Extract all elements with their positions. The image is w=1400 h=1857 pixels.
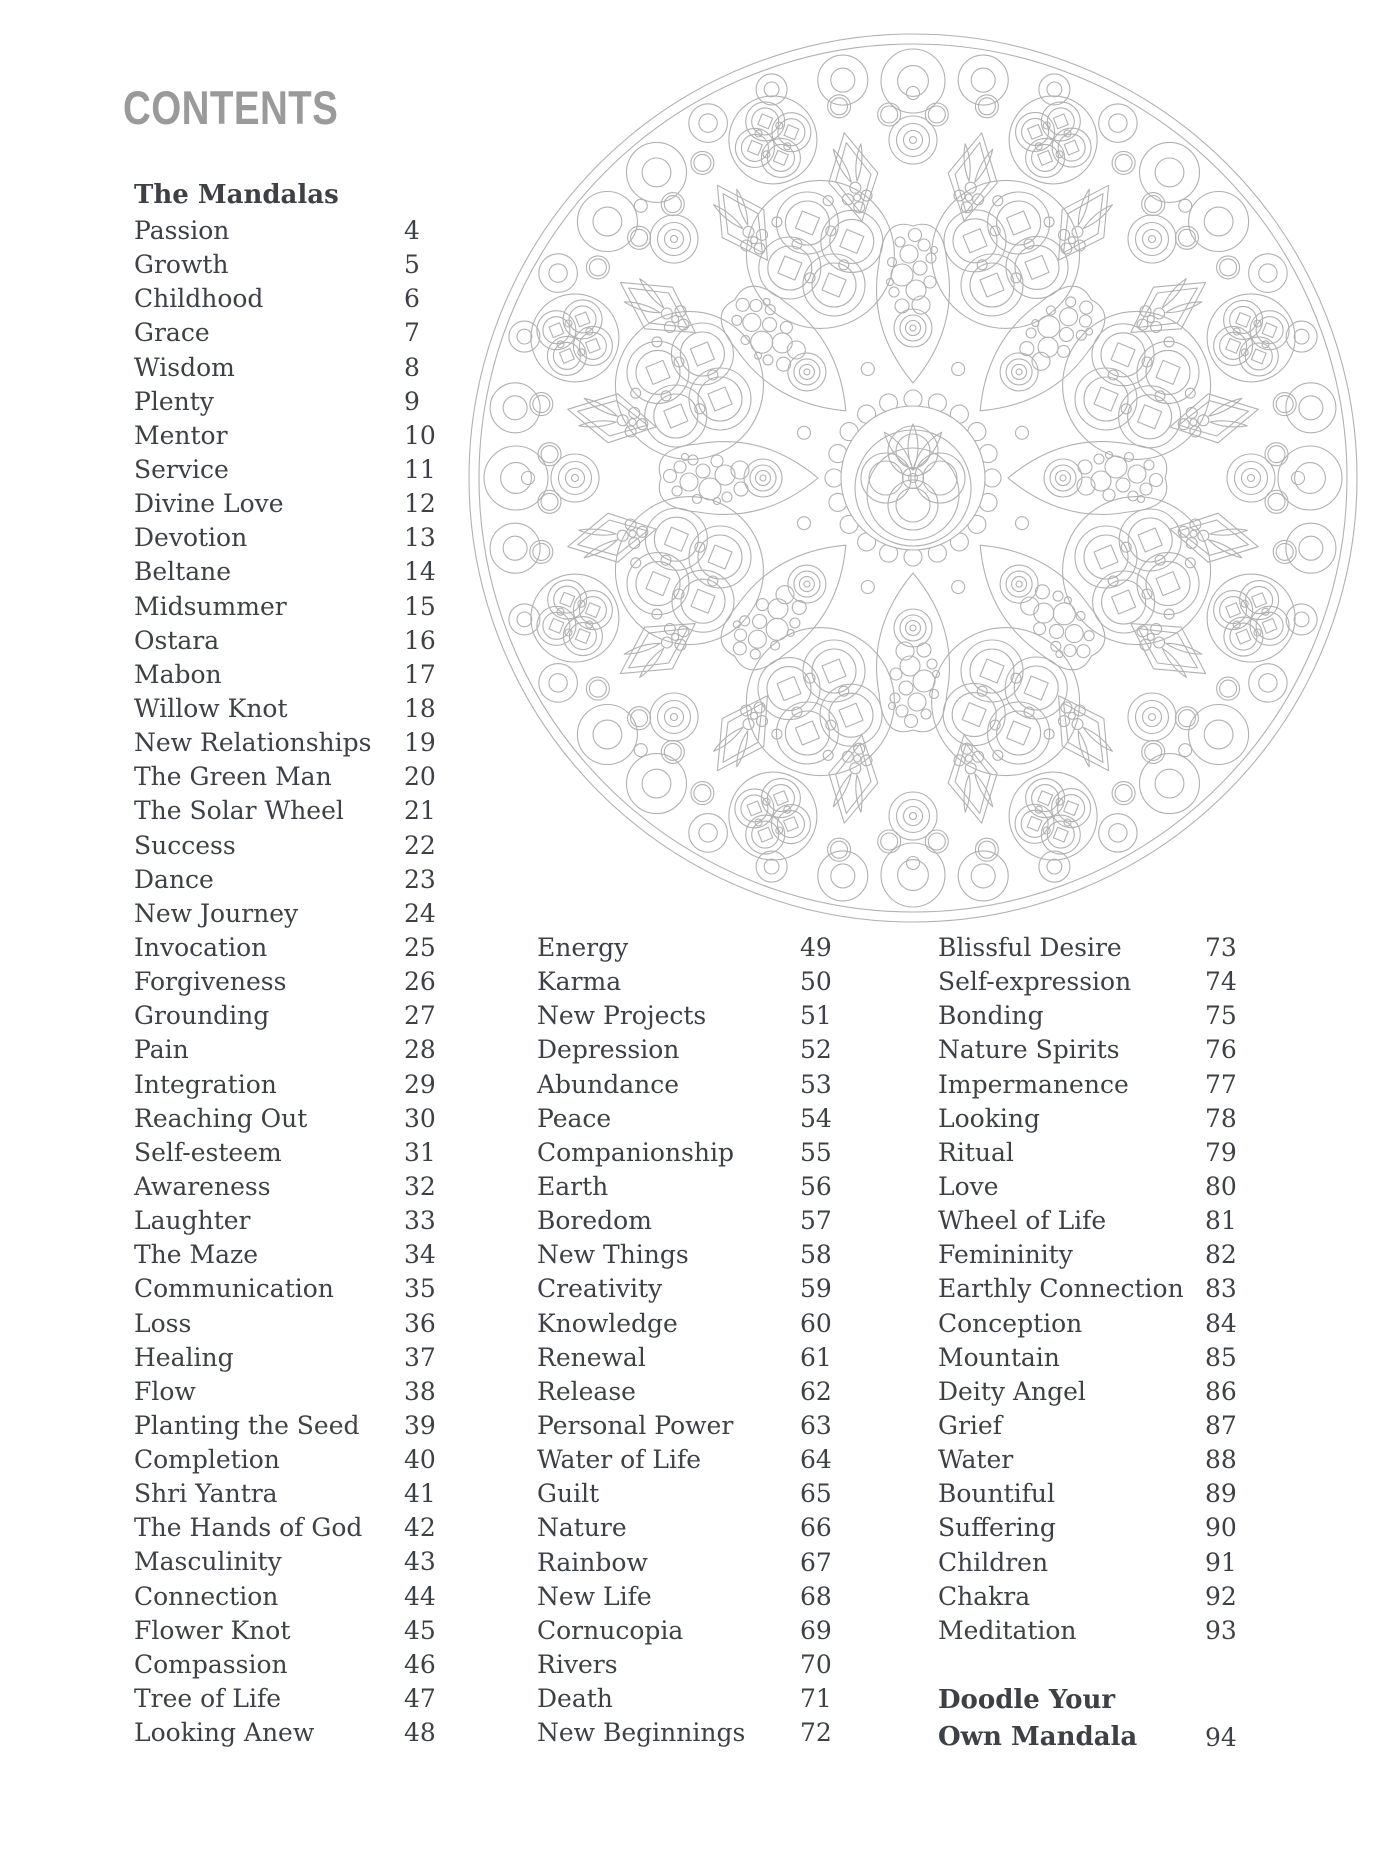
toc-entry bbox=[134, 999, 474, 1033]
toc-entry-page: 16 bbox=[404, 625, 436, 655]
toc-entry-page: 43 bbox=[404, 1547, 436, 1577]
toc-entry-label: Femininity bbox=[938, 1240, 1073, 1270]
toc-entry-label: Chakra bbox=[938, 1581, 1031, 1611]
toc-entry bbox=[938, 931, 1278, 965]
toc-column-1 bbox=[134, 214, 474, 1750]
toc-entry-page: 73 bbox=[1205, 933, 1237, 962]
toc-entry bbox=[537, 965, 867, 999]
toc-entry bbox=[134, 1682, 474, 1716]
toc-entry-page: 79 bbox=[1205, 1137, 1237, 1167]
toc-entry-label: Rainbow bbox=[537, 1547, 648, 1577]
toc-entry-label: Invocation bbox=[134, 932, 268, 962]
toc-entry bbox=[134, 214, 474, 248]
toc-entry-page: 63 bbox=[800, 1410, 832, 1440]
toc-entry bbox=[134, 1409, 474, 1443]
toc-entry-page: 93 bbox=[1205, 1615, 1237, 1645]
toc-entry bbox=[938, 1409, 1278, 1443]
toc-entry bbox=[134, 555, 474, 589]
toc-entry bbox=[134, 1341, 474, 1375]
toc-entry-page: 5 bbox=[404, 250, 420, 280]
toc-entry-page: 70 bbox=[800, 1649, 832, 1679]
toc-entry-label: Personal Power bbox=[537, 1410, 734, 1440]
toc-entry bbox=[537, 1648, 867, 1682]
toc-entry-label: Devotion bbox=[134, 523, 248, 553]
toc-entry-page: 6 bbox=[404, 284, 420, 314]
toc-entry-label: Peace bbox=[537, 1103, 612, 1133]
toc-entry bbox=[938, 1204, 1278, 1238]
toc-entry bbox=[134, 1716, 474, 1750]
toc-entry-page: 39 bbox=[404, 1410, 436, 1440]
toc-entry-page: 46 bbox=[404, 1649, 436, 1679]
toc-entry bbox=[537, 1716, 867, 1750]
section-heading: The Mandalas bbox=[134, 180, 339, 210]
toc-entry-label: Love bbox=[938, 1171, 999, 1201]
toc-entry-page: 20 bbox=[404, 762, 436, 792]
toc-entry-label: New Beginnings bbox=[537, 1718, 746, 1748]
toc-entry-page: 8 bbox=[404, 352, 420, 382]
toc-entry-page: 32 bbox=[404, 1171, 436, 1201]
toc-entry bbox=[938, 1443, 1278, 1477]
toc-entry bbox=[938, 1580, 1278, 1614]
toc-entry bbox=[537, 1477, 867, 1511]
toc-entry-label: Knowledge bbox=[537, 1308, 678, 1338]
toc-entry-page: 86 bbox=[1205, 1376, 1237, 1406]
toc-entry-label: Impermanence bbox=[938, 1069, 1129, 1099]
toc-entry-page: 64 bbox=[800, 1445, 832, 1475]
toc-entry-page: 24 bbox=[404, 898, 436, 928]
toc-entry-label: Healing bbox=[134, 1342, 234, 1372]
toc-entry-label: Service bbox=[134, 454, 229, 484]
toc-entry-label: Plenty bbox=[134, 386, 214, 416]
toc-entry bbox=[134, 1068, 474, 1102]
toc-entry bbox=[938, 1341, 1278, 1375]
toc-entry-label: Connection bbox=[134, 1581, 279, 1611]
toc-entry bbox=[537, 1204, 867, 1238]
toc-entry-page: 41 bbox=[404, 1479, 436, 1509]
toc-entry-label: Blissful Desire bbox=[938, 933, 1122, 962]
toc-entry bbox=[537, 1614, 867, 1648]
toc-entry bbox=[134, 624, 474, 658]
toc-entry-page: 28 bbox=[404, 1035, 436, 1065]
toc-entry-label: Planting the Seed bbox=[134, 1410, 360, 1440]
toc-entry-label: Ostara bbox=[134, 625, 220, 655]
toc-entry bbox=[134, 1033, 474, 1067]
toc-entry-label: Midsummer bbox=[134, 591, 287, 621]
toc-entry-page: 44 bbox=[404, 1581, 436, 1611]
toc-entry-label: Flower Knot bbox=[134, 1615, 291, 1645]
toc-entry-page: 33 bbox=[404, 1206, 436, 1236]
toc-entry bbox=[938, 1033, 1278, 1067]
toc-entry-page: 48 bbox=[404, 1718, 436, 1748]
toc-entry-label: Wisdom bbox=[134, 352, 235, 382]
toc-entry-page: 91 bbox=[1205, 1547, 1237, 1577]
toc-entry-page: 71 bbox=[800, 1684, 832, 1714]
toc-entry-label: Karma bbox=[537, 967, 622, 997]
toc-entry bbox=[938, 1375, 1278, 1409]
toc-entry-page: 87 bbox=[1205, 1410, 1237, 1440]
toc-entry bbox=[537, 931, 867, 965]
toc-entry-page: 29 bbox=[404, 1069, 436, 1099]
toc-entry-label: Creativity bbox=[537, 1274, 663, 1304]
toc-entry-page: 19 bbox=[404, 728, 436, 758]
toc-entry bbox=[134, 863, 474, 897]
toc-entry-page: 82 bbox=[1205, 1240, 1237, 1270]
toc-entry-label: Grief bbox=[938, 1410, 1002, 1440]
toc-entry bbox=[134, 1443, 474, 1477]
toc-entry-label: Wheel of Life bbox=[938, 1206, 1107, 1236]
toc-entry bbox=[537, 1068, 867, 1102]
toc-entry-label: Depression bbox=[537, 1035, 680, 1065]
toc-entry-page: 23 bbox=[404, 864, 436, 894]
toc-entry bbox=[938, 1614, 1278, 1648]
toc-entry-label: Rivers bbox=[537, 1649, 618, 1679]
toc-entry bbox=[134, 658, 474, 692]
toc-entry-label: Mountain bbox=[938, 1342, 1060, 1372]
toc-entry-page: 35 bbox=[404, 1274, 436, 1304]
toc-entry-page: 83 bbox=[1205, 1274, 1237, 1304]
toc-entry-page: 81 bbox=[1205, 1206, 1237, 1236]
toc-entry bbox=[537, 1511, 867, 1545]
toc-entry-label: Growth bbox=[134, 250, 229, 280]
toc-entry-label: Ritual bbox=[938, 1137, 1014, 1167]
toc-entry-label: The Hands of God bbox=[134, 1513, 363, 1543]
toc-entry-page: 17 bbox=[404, 659, 436, 689]
toc-entry-page: 21 bbox=[404, 796, 436, 826]
toc-entry bbox=[537, 1682, 867, 1716]
toc-entry-page: 66 bbox=[800, 1513, 832, 1543]
toc-entry-page: 31 bbox=[404, 1137, 436, 1167]
toc-entry-page: 68 bbox=[800, 1581, 832, 1611]
toc-entry-page: 30 bbox=[404, 1103, 436, 1133]
toc-entry-label: Reaching Out bbox=[134, 1103, 308, 1133]
toc-entry-page: 50 bbox=[800, 967, 832, 997]
toc-entry-page: 58 bbox=[800, 1240, 832, 1270]
toc-entry-page: 7 bbox=[404, 318, 420, 348]
toc-entry bbox=[134, 794, 474, 828]
toc-entry-label: The Green Man bbox=[134, 762, 332, 792]
toc-entry bbox=[938, 1102, 1278, 1136]
toc-entry bbox=[134, 1477, 474, 1511]
toc-entry-page: 9 bbox=[404, 386, 420, 416]
toc-entry-label: Forgiveness bbox=[134, 967, 287, 997]
toc-entry-page: 77 bbox=[1205, 1069, 1237, 1099]
toc-entry-page: 47 bbox=[404, 1684, 436, 1714]
page-title: CONTENTS bbox=[123, 81, 339, 134]
toc-entry-label: Companionship bbox=[537, 1137, 734, 1167]
toc-entry bbox=[938, 1238, 1278, 1272]
toc-entry-label: Water of Life bbox=[537, 1445, 702, 1475]
toc-entry-label: Mentor bbox=[134, 420, 228, 450]
toc-entry bbox=[134, 965, 474, 999]
toc-entry-label: Abundance bbox=[537, 1069, 680, 1099]
toc-entry bbox=[134, 590, 474, 624]
toc-entry bbox=[938, 1136, 1278, 1170]
toc-entry-label: Boredom bbox=[537, 1206, 652, 1236]
toc-entry bbox=[134, 351, 474, 385]
toc-entry-label: Renewal bbox=[537, 1342, 646, 1372]
toc-entry-page: 62 bbox=[800, 1376, 832, 1406]
toc-entry bbox=[134, 1136, 474, 1170]
closing-entry-label bbox=[938, 1682, 1205, 1756]
toc-entry bbox=[537, 1272, 867, 1306]
toc-entry bbox=[537, 1170, 867, 1204]
toc-entry-label: Dance bbox=[134, 864, 214, 894]
toc-entry bbox=[134, 1307, 474, 1341]
toc-entry-page: 52 bbox=[800, 1035, 832, 1065]
toc-entry-label: Beltane bbox=[134, 557, 232, 587]
toc-entry-label: The Solar Wheel bbox=[134, 796, 344, 826]
toc-entry bbox=[134, 1648, 474, 1682]
toc-entry-page: 45 bbox=[404, 1615, 436, 1645]
toc-entry-page: 89 bbox=[1205, 1479, 1237, 1509]
toc-entry-label: New Journey bbox=[134, 898, 299, 928]
toc-entry bbox=[537, 1546, 867, 1580]
toc-entry-page: 75 bbox=[1205, 1001, 1237, 1031]
toc-entry bbox=[134, 282, 474, 316]
toc-entry-page: 67 bbox=[800, 1547, 832, 1577]
toc-entry-page: 65 bbox=[800, 1479, 832, 1509]
toc-entry-page: 22 bbox=[404, 830, 436, 860]
toc-entry-label: Nature bbox=[537, 1513, 627, 1543]
toc-entry-label: Childhood bbox=[134, 284, 264, 314]
toc-entry bbox=[537, 1238, 867, 1272]
toc-entry-label: Tree of Life bbox=[134, 1684, 282, 1714]
toc-entry-page: 56 bbox=[800, 1171, 832, 1201]
toc-entry-page: 53 bbox=[800, 1069, 832, 1099]
toc-entry-label: New Things bbox=[537, 1240, 689, 1270]
toc-entry bbox=[134, 931, 474, 965]
toc-entry-label: Self-esteem bbox=[134, 1137, 282, 1167]
toc-entry bbox=[134, 316, 474, 350]
toc-entry-label: Willow Knot bbox=[134, 693, 288, 723]
toc-entry-page: 69 bbox=[800, 1615, 832, 1645]
toc-entry-label: Compassion bbox=[134, 1649, 288, 1679]
toc-entry-page: 88 bbox=[1205, 1445, 1237, 1475]
toc-entry-label: Release bbox=[537, 1376, 636, 1406]
toc-entry-label: Divine Love bbox=[134, 489, 284, 519]
toc-entry bbox=[537, 1033, 867, 1067]
toc-entry-page: 92 bbox=[1205, 1581, 1237, 1611]
toc-entry-label: Flow bbox=[134, 1376, 196, 1406]
toc-entry-page: 27 bbox=[404, 1001, 436, 1031]
toc-entry bbox=[134, 897, 474, 931]
toc-entry-label: Energy bbox=[537, 933, 629, 962]
toc-entry-label: Cornucopia bbox=[537, 1615, 684, 1645]
toc-entry-label: Earth bbox=[537, 1171, 609, 1201]
toc-entry bbox=[537, 1307, 867, 1341]
toc-entry bbox=[134, 726, 474, 760]
toc-entry bbox=[134, 1238, 474, 1272]
toc-entry-page: 85 bbox=[1205, 1342, 1237, 1372]
toc-entry-page: 10 bbox=[404, 420, 436, 450]
toc-entry-page: 12 bbox=[404, 489, 436, 519]
toc-entry-page: 42 bbox=[404, 1513, 436, 1543]
toc-entry bbox=[134, 1614, 474, 1648]
toc-entry bbox=[134, 1102, 474, 1136]
toc-entry-label: Passion bbox=[134, 216, 230, 245]
toc-entry bbox=[938, 1511, 1278, 1545]
toc-entry-page: 61 bbox=[800, 1342, 832, 1372]
toc-entry-label: Earthly Connection bbox=[938, 1274, 1184, 1304]
toc-entry-label: The Maze bbox=[134, 1240, 258, 1270]
toc-entry-label: Pain bbox=[134, 1035, 189, 1065]
toc-entry-page: 54 bbox=[800, 1103, 832, 1133]
toc-entry bbox=[938, 1546, 1278, 1580]
toc-entry-page: 60 bbox=[800, 1308, 832, 1338]
toc-entry bbox=[537, 999, 867, 1033]
toc-entry-page: 80 bbox=[1205, 1171, 1237, 1201]
toc-entry bbox=[134, 1170, 474, 1204]
toc-entry bbox=[134, 487, 474, 521]
toc-entry-label: Self-expression bbox=[938, 967, 1132, 997]
toc-entry bbox=[537, 1409, 867, 1443]
toc-entry-label: Communication bbox=[134, 1274, 334, 1304]
toc-entry-label: Success bbox=[134, 830, 236, 860]
toc-entry bbox=[537, 1443, 867, 1477]
toc-entry bbox=[537, 1136, 867, 1170]
toc-entry bbox=[537, 1580, 867, 1614]
toc-entry-label: Looking bbox=[938, 1103, 1040, 1133]
toc-entry bbox=[537, 1375, 867, 1409]
toc-entry-label: New Relationships bbox=[134, 728, 372, 758]
toc-entry-label: Suffering bbox=[938, 1513, 1056, 1543]
mandala-illustration bbox=[467, 32, 1359, 924]
toc-entry bbox=[134, 453, 474, 487]
toc-entry bbox=[134, 248, 474, 282]
toc-entry-label: Shri Yantra bbox=[134, 1479, 278, 1509]
toc-entry bbox=[938, 965, 1278, 999]
toc-entry-page: 59 bbox=[800, 1274, 832, 1304]
toc-entry-page: 14 bbox=[404, 557, 436, 587]
closing-line1: Doodle Your bbox=[938, 1685, 1116, 1715]
toc-entry-label: Water bbox=[938, 1445, 1014, 1475]
toc-entry bbox=[537, 1102, 867, 1136]
toc-entry bbox=[134, 1272, 474, 1306]
toc-entry-page: 25 bbox=[404, 932, 436, 962]
toc-entry-page: 36 bbox=[404, 1308, 436, 1338]
toc-entry bbox=[938, 999, 1278, 1033]
closing-entry bbox=[938, 1682, 1237, 1756]
toc-entry bbox=[134, 1375, 474, 1409]
toc-entry-page: 76 bbox=[1205, 1035, 1237, 1065]
toc-entry-label: Laughter bbox=[134, 1206, 251, 1236]
toc-column-2 bbox=[537, 931, 867, 1750]
toc-entry-label: Looking Anew bbox=[134, 1718, 315, 1748]
toc-entry-page: 55 bbox=[800, 1137, 832, 1167]
toc-entry-page: 72 bbox=[800, 1718, 832, 1748]
toc-entry-label: Mabon bbox=[134, 659, 222, 689]
toc-entry-label: Awareness bbox=[134, 1171, 271, 1201]
toc-entry bbox=[938, 1307, 1278, 1341]
toc-entry bbox=[134, 419, 474, 453]
toc-entry-page: 13 bbox=[404, 523, 436, 553]
toc-entry bbox=[134, 1511, 474, 1545]
toc-entry bbox=[134, 829, 474, 863]
closing-entry-page: 94 bbox=[1205, 1723, 1237, 1752]
toc-entry-label: New Projects bbox=[537, 1001, 707, 1031]
toc-entry-label: Masculinity bbox=[134, 1547, 282, 1577]
toc-entry-page: 40 bbox=[404, 1445, 436, 1475]
toc-entry-page: 18 bbox=[404, 693, 436, 723]
toc-entry-label: Deity Angel bbox=[938, 1376, 1086, 1406]
toc-entry-page: 74 bbox=[1205, 967, 1237, 997]
toc-entry-label: Completion bbox=[134, 1445, 280, 1475]
toc-entry bbox=[938, 1477, 1278, 1511]
toc-entry-page: 11 bbox=[404, 454, 436, 484]
toc-entry-page: 49 bbox=[800, 933, 832, 962]
toc-entry-page: 15 bbox=[404, 591, 436, 621]
toc-entry-page: 37 bbox=[404, 1342, 436, 1372]
toc-entry bbox=[134, 760, 474, 794]
toc-entry-page: 38 bbox=[404, 1376, 436, 1406]
toc-entry-label: Integration bbox=[134, 1069, 277, 1099]
toc-entry-label: Children bbox=[938, 1547, 1049, 1577]
toc-entry-label: Meditation bbox=[938, 1615, 1077, 1645]
toc-entry-page: 51 bbox=[800, 1001, 832, 1031]
toc-entry-page: 90 bbox=[1205, 1513, 1237, 1543]
toc-entry-page: 57 bbox=[800, 1206, 832, 1236]
toc-entry-label: New Life bbox=[537, 1581, 652, 1611]
toc-entry bbox=[134, 1204, 474, 1238]
toc-entry bbox=[537, 1341, 867, 1375]
toc-entry-page: 78 bbox=[1205, 1103, 1237, 1133]
closing-line2: Own Mandala bbox=[938, 1722, 1138, 1752]
toc-entry-label: Conception bbox=[938, 1308, 1083, 1338]
toc-entry-page: 84 bbox=[1205, 1308, 1237, 1338]
toc-entry-label: Death bbox=[537, 1684, 613, 1714]
toc-entry-label: Grace bbox=[134, 318, 210, 348]
toc-entry bbox=[134, 692, 474, 726]
toc-entry-label: Bonding bbox=[938, 1001, 1044, 1031]
toc-entry-label: Nature Spirits bbox=[938, 1035, 1120, 1065]
toc-entry bbox=[134, 385, 474, 419]
toc-entry bbox=[134, 1545, 474, 1579]
toc-column-3 bbox=[938, 931, 1278, 1648]
toc-entry-label: Bountiful bbox=[938, 1479, 1056, 1509]
toc-entry bbox=[938, 1068, 1278, 1102]
toc-entry-label: Guilt bbox=[537, 1479, 600, 1509]
mandala-line-art bbox=[467, 32, 1359, 924]
toc-entry bbox=[938, 1272, 1278, 1306]
toc-entry-label: Grounding bbox=[134, 1001, 270, 1031]
toc-entry bbox=[938, 1170, 1278, 1204]
toc-entry-page: 34 bbox=[404, 1240, 436, 1270]
toc-entry bbox=[134, 521, 474, 555]
toc-entry bbox=[134, 1580, 474, 1614]
toc-entry-page: 26 bbox=[404, 967, 436, 997]
toc-entry-page: 4 bbox=[404, 216, 420, 245]
toc-entry-label: Loss bbox=[134, 1308, 192, 1338]
